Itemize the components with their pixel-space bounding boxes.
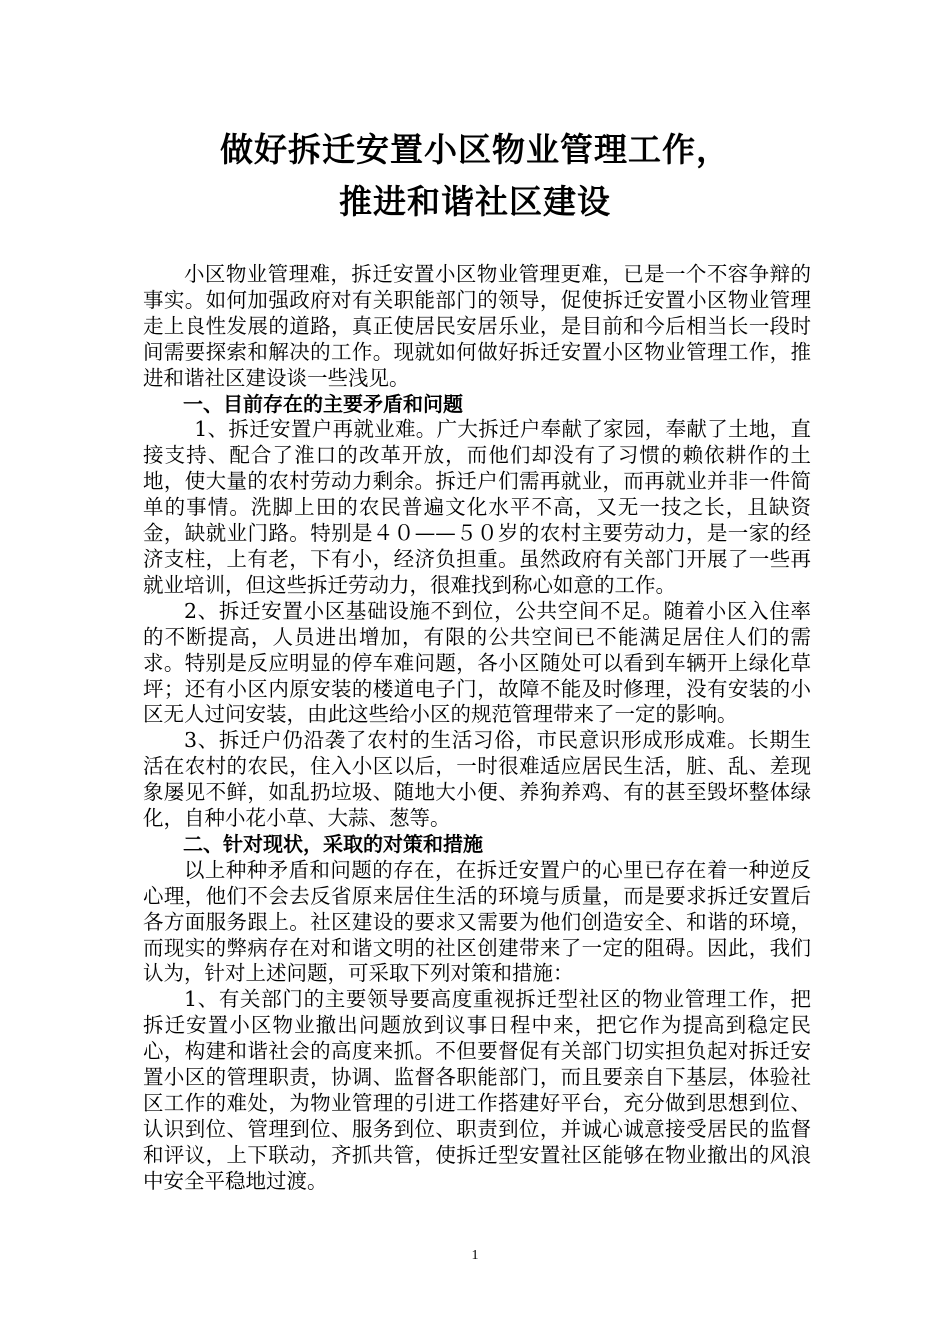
intro-paragraph: 小区物业管理难，拆迁安置小区物业管理更难，已是一个不容争辩的事实。如何加强政府对有关职能部门的领导，促使拆迁安置小区物业管理走上良性发展的道路，真正使居民安居乐业，是目前和今后相当长一段时间需要探索和解决的工作。现就如何做好拆迁安置小区物业管理工作，推进和谐社区建设谈一些浅见。 xyxy=(143,262,811,390)
document-body xyxy=(143,262,811,1195)
document-title-line-2: 推进和谐社区建设 xyxy=(339,182,611,221)
body-paragraph: 以上种种矛盾和问题的存在，在拆迁安置户的心里已存在着一种逆反心理，他们不会去反省原来居住生活的环境与质量，而是要求拆迁安置后各方面服务跟上。社区建设的要求又需要为他们创造安全、和谐的环境，而现实的弊病存在对和谐文明的社区创建带来了一定的阻碍。因此，我们认为，针对上述问题，可采取下列对策和措施： xyxy=(143,857,811,986)
body-paragraph: 2、拆迁安置小区基础设施不到位，公共空间不足。随着小区入住率的不断提高，人员进出增加，有限的公共空间已不能满足居住人们的需求。特别是反应明显的停车难问题，各小区随处可以看到车辆开上绿化草坪；还有小区内原安装的楼道电子门，故障不能及时修理，没有安装的小区无人过问安装，由此这些给小区的规范管理带来了一定的影响。 xyxy=(143,598,811,727)
page-number: 1 xyxy=(471,1248,479,1263)
body-paragraph: 1、拆迁安置户再就业难。广大拆迁户奉献了家园，奉献了土地，直接支持、配合了淮口的改革开放，而他们却没有了习惯的赖依耕作的土地，使大量的农村劳动力剩余。拆迁户们需再就业，而再就业并非一件简单的事情。洗脚上田的农民普遍文化水平不高，又无一技之长，且缺资金，缺就业门路。特别是４０——５０岁的农村主要劳动力，是一家的经济支柱，上有老，下有小，经济负担重。虽然政府有关部门开展了一些再就业培训，但这些拆迁劳动力，很难找到称心如意的工作。 xyxy=(143,417,811,597)
section-heading-1: 一、目前存在的主要矛盾和问题 xyxy=(183,391,463,416)
document-title-line-1: 做好拆迁安置小区物业管理工作， xyxy=(220,130,730,169)
section-heading-2: 二、针对现状，采取的对策和措施 xyxy=(183,831,483,856)
body-paragraph: 3、拆迁户仍沿袭了农村的生活习俗，市民意识形成形成难。长期生活在农村的农民，住入小区以后，一时很难适应居民生活，脏、乱、差现象屡见不鲜，如乱扔垃圾、随地大小便、养狗养鸡、有的甚至毁坏整体绿化，自种小花小草、大蒜、葱等。 xyxy=(143,728,811,831)
body-paragraph: 1、有关部门的主要领导要高度重视拆迁型社区的物业管理工作，把拆迁安置小区物业撤出问题放到议事日程中来，把它作为提高到稳定民心，构建和谐社会的高度来抓。不但要督促有关部门切实担负起对拆迁安置小区的管理职责，协调、监督各职能部门，而且要亲自下基层，体验社区工作的难处，为物业管理的引进工作搭建好平台，充分做到思想到位、认识到位、管理到位、服务到位、职责到位，并诚心诚意接受居民的监督和评议，上下联动，齐抓共管，使拆迁型安置社区能够在物业撤出的风浪中安全平稳地过渡。 xyxy=(143,987,811,1193)
